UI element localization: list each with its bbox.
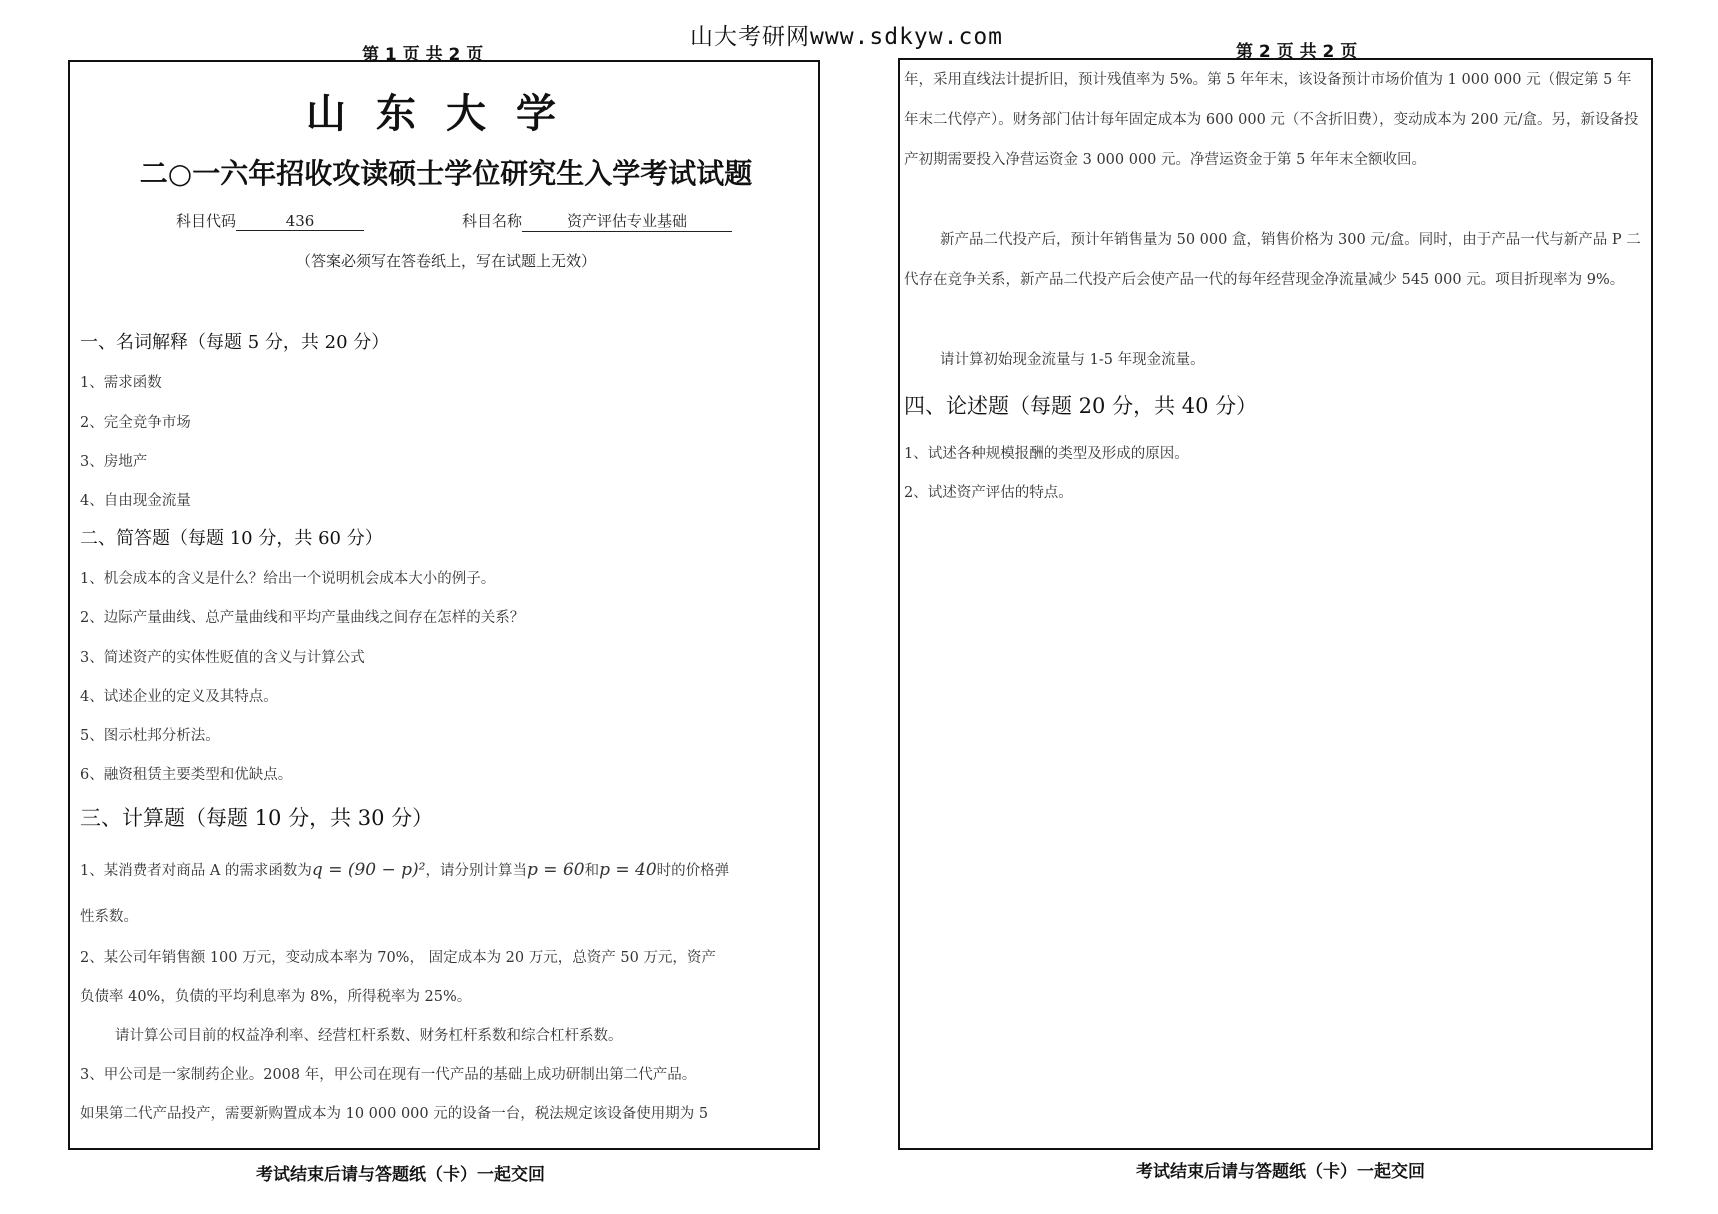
question-3-3-line1: 3、甲公司是一家制药企业。2008 年，甲公司在现有一代产品的基础上成功研制出第二代产品。 — [80, 1067, 697, 1083]
list-item: 1、机会成本的含义是什么？给出一个说明机会成本大小的例子。 — [80, 571, 496, 587]
site-watermark — [690, 18, 1003, 51]
q1-text-c: 时的价格弹 — [656, 863, 730, 879]
exam-page-2 — [898, 58, 1653, 1150]
university-title: 山东大学 — [306, 90, 586, 137]
page1-number: 第 1 页 共 2 页 — [362, 45, 484, 65]
price-value-1: p = 60 — [527, 860, 585, 880]
list-item: 1、需求函数 — [80, 375, 162, 391]
list-item: 3、简述资产的实体性贬值的含义与计算公式 — [80, 650, 365, 666]
list-item: 4、试述企业的定义及其特点。 — [80, 689, 278, 705]
list-item: 4、自由现金流量 — [80, 493, 191, 509]
question-3-1 — [80, 859, 729, 880]
question-3-3-line2: 如果第二代产品投产，需要新购置成本为 10 000 000 元的设备一台，税法规定该设备使用期为 5 — [80, 1106, 709, 1122]
list-item: 2、边际产量曲线、总产量曲线和平均产量曲线之间存在怎样的关系？ — [80, 610, 525, 626]
page1-footer: 考试结束后请与答题纸（卡）一起交回 — [256, 1165, 545, 1185]
question-3-2-line1: 2、某公司年销售额 100 万元，变动成本率为 70%， 固定成本为 20 万元，总资产 50 万元，资产 — [80, 950, 716, 966]
q1-text-and: 和 — [584, 863, 600, 879]
subject-code-label: 科目代码 — [176, 212, 237, 230]
exam-subtitle: 二○一六年招收攻读硕士学位研究生入学考试试题 — [139, 157, 753, 190]
question-3-3-request: 请计算初始现金流量与 1-5 年现金流量。 — [940, 352, 1205, 368]
subject-code-value: 436 — [236, 212, 364, 231]
answer-notice: （答案必须写在答卷纸上，写在试题上无效） — [295, 252, 596, 270]
section-2-heading: 二、简答题（每题 10 分，共 60 分） — [80, 528, 383, 549]
question-3-3-continued: 年，采用直线法计提折旧，预计残值率为 5%。第 5 年年末，该设备预计市场价值为 1 000 000 元（假定第 5 年年末二代停产）。财务部门估计每年固定成本为 600 000 元（不含折旧费），变动成本为 200 元/盒。另，新设备投产初期需要投入净营运资金 3 000 000 元。净营运资金于第 5 年年末全额收回。 — [904, 72, 1639, 168]
list-item: 5、图示杜邦分析法。 — [80, 728, 220, 744]
page2-number: 第 2 页 共 2 页 — [1236, 42, 1358, 62]
price-value-2: p = 40 — [599, 860, 657, 880]
question-3-2-line3: 请计算公司目前的权益净利率、经营杠杆系数、财务杠杆系数和综合杠杆系数。 — [115, 1028, 623, 1044]
question-3-3-sales: 新产品二代投产后，预计年销售量为 50 000 盒，销售价格为 300 元/盒。同时，由于产品一代与新产品 P 二代存在竞争关系，新产品二代投产后会使产品一代的每年经营现金净流量减少 545 000 元。项目折现率为 9%。 — [904, 232, 1641, 288]
page2-footer: 考试结束后请与答题纸（卡）一起交回 — [1136, 1162, 1425, 1182]
list-item: 2、完全竞争市场 — [80, 415, 191, 431]
question-3-2-line2: 负债率 40%，负债的平均利息率为 8%，所得税率为 25%。 — [80, 989, 472, 1005]
watermark-name: 山大考研网 — [690, 24, 810, 50]
subject-name-label: 科目名称 — [462, 212, 523, 230]
subject-code — [176, 210, 364, 231]
list-item: 3、房地产 — [80, 454, 148, 470]
list-item: 1、试述各种规模报酬的类型及形成的原因。 — [904, 446, 1189, 462]
list-item: 6、融资租赁主要类型和优缺点。 — [80, 767, 293, 783]
q1-text-a: 1、某消费者对商品 A 的需求函数为 — [80, 863, 312, 879]
exam-page-1 — [68, 60, 820, 1150]
question-3-1-cont: 性系数。 — [80, 909, 138, 925]
list-item: 2、试述资产评估的特点。 — [904, 485, 1073, 501]
subject-name — [462, 210, 732, 232]
section-1-heading: 一、名词解释（每题 5 分，共 20 分） — [80, 332, 390, 353]
section-4-heading: 四、论述题（每题 20 分，共 40 分） — [904, 394, 1258, 418]
q1-text-b: ，请分别计算当 — [425, 863, 528, 879]
demand-formula: q = (90 − p)² — [311, 860, 426, 880]
watermark-url: www.sdkyw.com — [810, 24, 1004, 50]
section-3-heading: 三、计算题（每题 10 分，共 30 分） — [80, 806, 434, 830]
subject-name-value: 资产评估专业基础 — [522, 210, 732, 232]
